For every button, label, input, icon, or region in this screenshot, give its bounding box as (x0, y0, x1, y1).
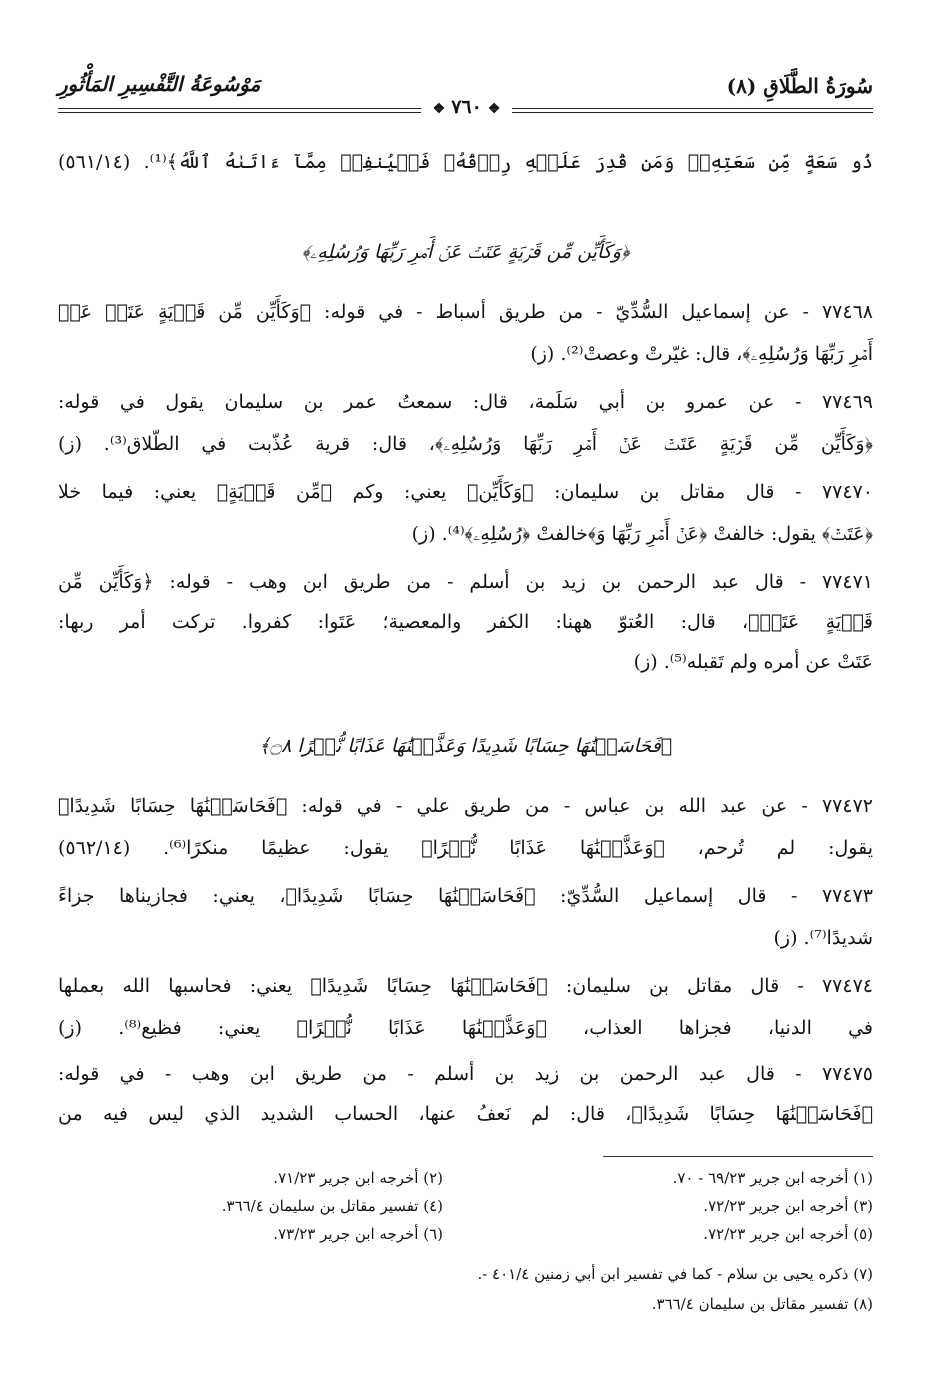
narration-77471: ٧٧٤٧١ - قال عبد الرحمن بن زيد بن أسلم - من طريق ابن وهب - قوله: ﴿وَكَأَيِّن مِّن (58, 571, 873, 593)
text-line: قَرۡيَةٍ عَتَتۡ﴾، قال: العُتوّ ههنا: الكفر والمعصية؛ عَتَوا: كفروا. تركت أمر ربها: (58, 611, 873, 633)
text-line: شديدًا⁽⁷⁾. (ز) (773, 927, 873, 949)
text-line: عَتَتْ عن أمره ولم تَقبله⁽⁵⁾. (ز) (633, 651, 873, 673)
text-line: ﴿وَكَأَيِّن مِّن قَرۡيَةٍ عَتَتۡ عَنۡ أَمۡرِ رَبِّهَا وَرُسُلِهِۦ﴾، قال: قرية عُذّبت في الطّلاق⁽³⁾. (ز) (58, 433, 874, 455)
ornament-right-icon: ❖ (487, 101, 501, 117)
page-number: ٧٦٠ (451, 96, 482, 118)
page-number-block (0, 96, 933, 118)
narration-77474: ٧٧٤٧٤ - قال مقاتل بن سليمان: ﴿فَحَاسَبۡنَٰهَا حِسَابًا شَدِيدًا﴾ يعني: فحاسبها الله بعملها (58, 975, 873, 997)
verse-heading: ﴿فَحَاسَبۡنَٰهَا حِسَابًا شَدِيدًا وَعَذَّبۡنَٰهَا عَذَابًا نُّكۡرًا ۝٨﴾ (258, 735, 673, 757)
footnote-5: (٥) أخرجه ابن جرير ٧٢/٢٣. (703, 1225, 873, 1243)
surah-title: سُورَةُ الطَّلَاقِ (٨) (726, 74, 873, 98)
text-line: أَمۡرِ رَبِّهَا وَرُسُلِهِۦ﴾، قال: غيّرتْ وعصتْ⁽²⁾. (ز) (530, 343, 873, 365)
text-line: في الدنيا، فجزاها العذاب، ﴿وَعَذَّبۡنَٰهَا عَذَابًا نُّكۡرًا﴾ يعني: فظيع⁽⁸⁾. (ز) (58, 1017, 873, 1039)
text-line: ذُو سَعَةٍ مِّن سَعَتِهِۦۖ وَمَن قُدِرَ عَلَيۡهِ رِزۡقُهُۥ فَلۡيُنفِقۡ مِمَّآ ءَاتَىٰهُ ٱللَّهُ﴾⁽¹⁾. (٥٦١/١٤) (58, 151, 873, 173)
footnote-rule (603, 1156, 873, 1157)
ornament-left-icon: ❖ (432, 101, 446, 117)
footnote-7: (٧) ذكره يحيى بن سلام - كما في تفسير ابن أبي زمنين ٤٠١/٤ -. (477, 1265, 873, 1283)
narration-77473: ٧٧٤٧٣ - قال إسماعيل السُّدِّيّ: ﴿فَحَاسَبۡنَٰهَا حِسَابًا شَدِيدًا﴾، يعني: فجازيناها جزاءً (58, 885, 873, 907)
narration-77472: ٧٧٤٧٢ - عن عبد الله بن عباس - من طريق علي - في قوله: ﴿فَحَاسَبۡنَٰهَا حِسَابًا شَدِيدًا﴾ (58, 795, 873, 817)
narration-77475: ٧٧٤٧٥ - قال عبد الرحمن بن زيد بن أسلم - من طريق ابن وهب - في قوله: (58, 1063, 873, 1085)
narration-77470: ٧٧٤٧٠ - قال مقاتل بن سليمان: ﴿وَكَأَيِّن﴾ يعني: وكم ﴿مِّن قَرۡيَةٍ﴾ يعني: فيما خلا (58, 481, 873, 503)
text-line: ﴿فَحَاسَبۡنَٰهَا حِسَابًا شَدِيدًا﴾، قال: لم نَعفُ عنها، الحساب الشديد الذي ليس فيه من (58, 1103, 873, 1125)
footnote-4: (٤) تفسير مقاتل بن سليمان ٣٦٦/٤. (221, 1197, 443, 1215)
footnote-2: (٢) أخرجه ابن جرير ٧١/٢٣. (273, 1169, 443, 1187)
footnote-6: (٦) أخرجه ابن جرير ٧٣/٢٣. (273, 1225, 443, 1243)
text-line: ﴿عَتَتۡ﴾ يقول: خالفتْ ﴿عَنۡ أَمۡرِ رَبِّهَا وَ﴾خالفتْ ﴿رُسُلِهِۦ﴾⁽⁴⁾. (ز) (411, 523, 873, 545)
text-line: يقول: لم تُرحم، ﴿وَعَذَّبۡنَٰهَا عَذَابًا نُّكۡرًا﴾ يقول: عظيمًا منكرًا⁽⁶⁾. (٥٦٢/١٤) (58, 837, 873, 859)
book-title: مَوْسُوعَةُ التَّفْسِيرِ المَأْثُورِ (58, 72, 261, 96)
footnote-8: (٨) تفسير مقاتل بن سليمان ٣٦٦/٤. (651, 1295, 873, 1313)
page-number-ornament (421, 96, 513, 118)
verse-heading: ﴿وَكَأَيِّن مِّن قَرۡيَةٍ عَتَتۡ عَنۡ أَمۡرِ رَبِّهَا وَرُسُلِهِۦ﴾ (301, 241, 630, 263)
narration-77468: ٧٧٤٦٨ - عن إسماعيل السُّدِّيّ - من طريق أسباط - في قوله: ﴿وَكَأَيِّن مِّن قَرۡيَةٍ عَتَتۡ عَنۡ (58, 301, 873, 323)
narration-77469: ٧٧٤٦٩ - عن عمرو بن أبي سَلَمة، قال: سمعتُ عمر بن سليمان يقول في قوله: (58, 391, 873, 413)
footnote-1: (١) أخرجه ابن جرير ٦٩/٢٣ - ٧٠. (672, 1169, 873, 1187)
footnote-3: (٣) أخرجه ابن جرير ٧٢/٢٣. (703, 1197, 873, 1215)
